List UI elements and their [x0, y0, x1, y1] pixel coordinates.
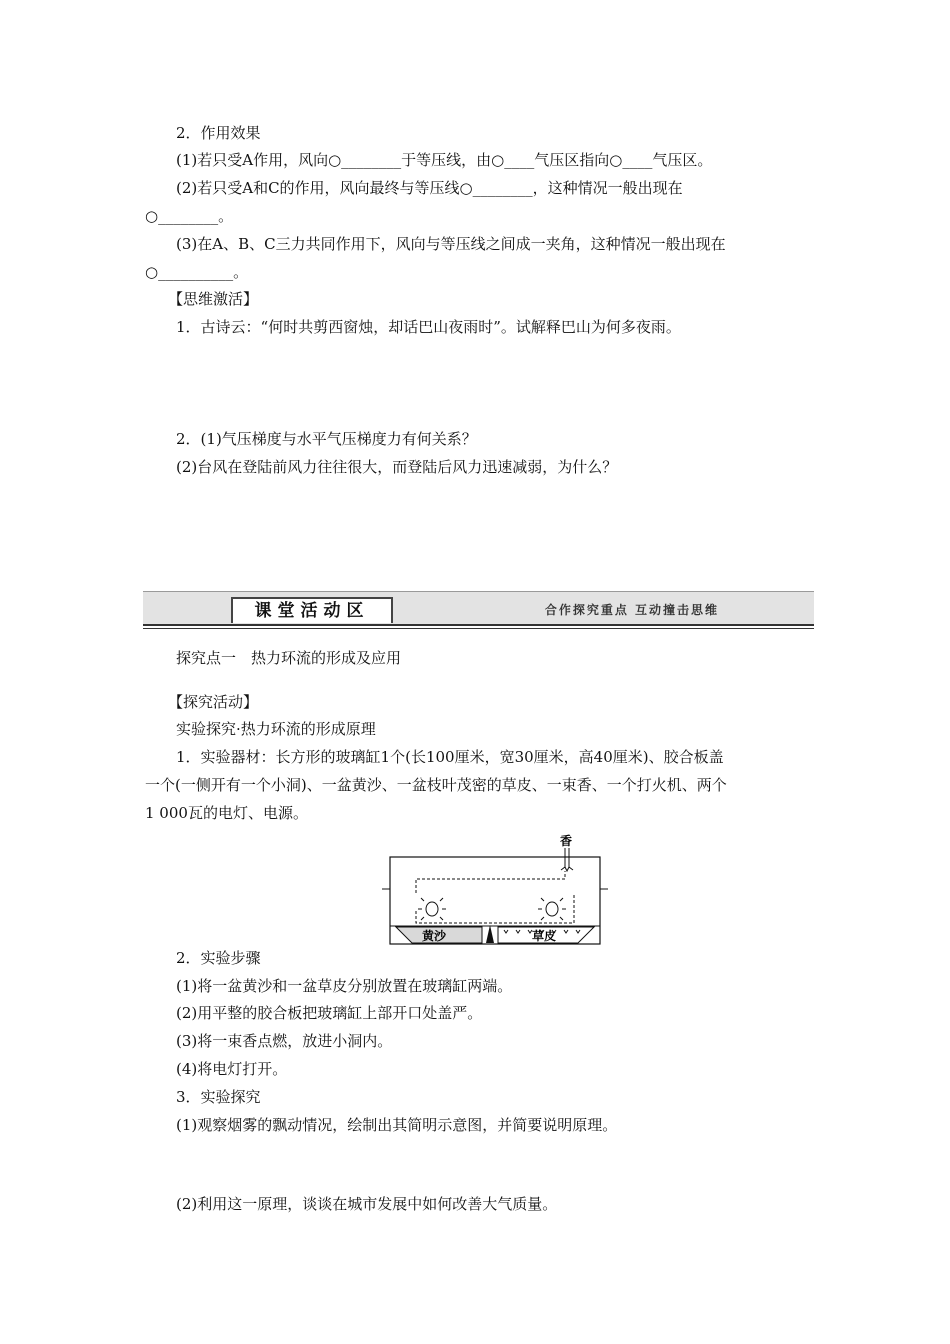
steps-heading: 2．实验步骤 — [176, 949, 261, 967]
effect-item-3-cont: ○__________。 — [145, 263, 249, 281]
banner-rule-thin — [143, 628, 814, 629]
thinking-heading: 【思维激活】 — [168, 290, 259, 308]
step-4: (4)将电灯打开。 — [176, 1060, 288, 1078]
divider-marker — [486, 925, 494, 943]
effect-item-2: (2)若只受A和C的作用，风向最终与等压线○________，这种情况一般出现在 — [176, 179, 683, 197]
banner-title: 课堂活动区 — [231, 597, 393, 623]
grass-label: 草皮 — [532, 929, 557, 943]
effect-item-1: (1)若只受A作用，风向○________于等压线，由○____气压区指向○____气压区。 — [176, 151, 713, 169]
inquiry-1: (1)观察烟雾的飘动情况，绘制出其简明示意图，并简要说明原理。 — [176, 1116, 618, 1134]
lamp-right-icon — [538, 898, 566, 920]
section-heading-effect: 2．作用效果 — [176, 124, 261, 142]
banner-subtitle: 合作探究重点 互动撞击思维 — [544, 603, 719, 617]
thinking-question-2: 2．(1)气压梯度与水平气压梯度力有何关系？ — [176, 430, 477, 448]
section-banner — [143, 591, 814, 624]
materials-line-2: 一个(一侧开有一个小洞)、一盆黄沙、一盆枝叶茂密的草皮、一束香、一个打火机、两个 — [145, 776, 727, 794]
experiment-title: 实验探究·热力环流的形成原理 — [176, 720, 376, 738]
banner-rule — [143, 624, 814, 626]
experiment-diagram — [382, 833, 608, 945]
explore-activity-heading: 【探究活动】 — [168, 693, 259, 711]
step-2: (2)用平整的胶合板把玻璃缸上部开口处盖严。 — [176, 1004, 483, 1022]
inquiry-heading: 3．实验探究 — [176, 1088, 261, 1106]
effect-item-2-cont: ○________。 — [145, 207, 234, 225]
materials-line-3: 1 000瓦的电灯、电源。 — [145, 804, 308, 822]
step-3: (3)将一束香点燃，放进小洞内。 — [176, 1032, 393, 1050]
materials-line-1: 1．实验器材：长方形的玻璃缸1个(长100厘米，宽30厘米，高40厘米)、胶合板盖 — [176, 748, 724, 766]
inquiry-2: (2)利用这一原理，谈谈在城市发展中如何改善大气质量。 — [176, 1195, 558, 1213]
sand-label: 黄沙 — [422, 929, 447, 943]
smoke-icon — [561, 867, 573, 871]
incense-label: 香 — [560, 834, 573, 848]
thinking-question-2b: (2)台风在登陆前风力往往很大，而登陆后风力迅速减弱，为什么？ — [176, 458, 618, 476]
thinking-question-1: 1．古诗云：“何时共剪西窗烛，却话巴山夜雨时”。试解释巴山为何多夜雨。 — [176, 318, 681, 336]
step-1: (1)将一盆黄沙和一盆草皮分别放置在玻璃缸两端。 — [176, 977, 513, 995]
explore-point-title: 探究点一 热力环流的形成及应用 — [176, 649, 402, 667]
effect-item-3: (3)在A、B、C三力共同作用下，风向与等压线之间成一夹角，这种情况一般出现在 — [176, 235, 726, 253]
lamp-left-icon — [418, 898, 446, 920]
